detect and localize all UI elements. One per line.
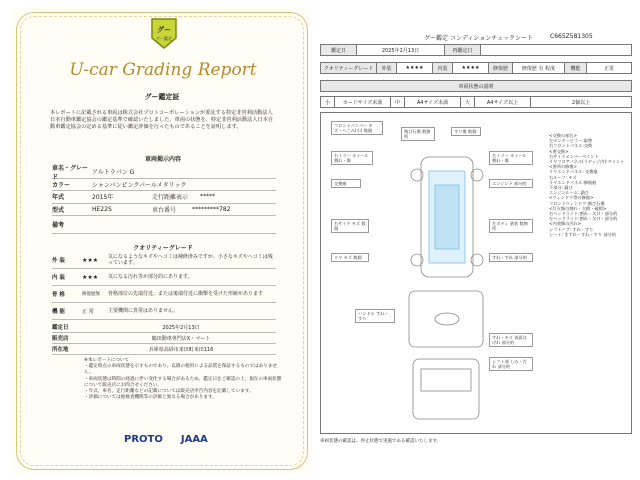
- year-label: 年式: [52, 194, 65, 202]
- quality-section-title: クオリティーグレード: [133, 245, 193, 252]
- report-title: U-car Grading Report: [69, 60, 257, 80]
- scale-bar: 小 カードサイズ未満 中 A4サイズ未満 大 A4サイズ以上 2個以上: [320, 96, 632, 108]
- svg-text:グー: グー: [157, 26, 171, 34]
- goo-badge-icon: [149, 16, 179, 50]
- sheet-code: C665Z581305: [550, 33, 593, 40]
- legend: <交換の部位> 左センターピラー:取替 右フロントパネル:交換 <要交換> 右サイドメンバーペイント リヤフロアパネル(ラゲッジ内):ペイント <要所の修復> リヤエンドパネル: 交換痕 右ルーフ: キズ リヤエンドパネル:修復痕 下部分: 錆び エンジンルーム: 錆び <ウィンドウ等の修復> フロントウィンドウ:飛び石傷 <灯火類の割れ・欠損・破損> 右ヘッドライト:割れ・欠け・部分的 左ヘッドライト:割れ・欠け・部分的 <内装類の汚れ> シフトノブ: すれ・すり シート: きずれ・すれ・すり 部分的: [549, 133, 625, 237]
- damage-label: 飛び石傷 数箇所: [401, 127, 435, 141]
- name-value: アルトラパン G: [92, 169, 135, 177]
- certificate-title: グー鑑定証: [144, 93, 180, 101]
- damage-label: ハンドル すれ・すり: [355, 309, 395, 323]
- section-title: 車両状態の説明: [320, 80, 632, 92]
- date-label: 鑑定日: [52, 325, 69, 331]
- svg-text:グー鑑定: グー鑑定: [156, 36, 172, 41]
- damage-label: 右ミラー ホイール割れ・傷: [331, 151, 373, 165]
- grade-row: 機 能 正 常 主要機関に異常はありません。: [52, 303, 276, 320]
- grade-table: [52, 252, 276, 320]
- color-value: シャンパンピンクパールメタリック: [92, 181, 187, 189]
- grade-row: 内 装 ★★★ 気になる汚れ等が部分的にあります。: [52, 269, 276, 286]
- damage-label: 交換痕: [331, 179, 361, 188]
- damage-label: シフト部 しみ・汚れ 部分的: [489, 357, 533, 371]
- addr-value: 兵庫県高砂市米田町米田116: [148, 346, 214, 353]
- chassis-value: *********782: [192, 205, 231, 213]
- damage-label: リヤ キズ 数個: [331, 253, 369, 262]
- damage-label: すれ・キズ 表面はげれ 部分的: [489, 333, 533, 347]
- damage-label: すれ・すれ 部分的: [489, 253, 533, 262]
- vehicle-table: [52, 166, 276, 234]
- sheet-title: グー鑑定 コンディションチェックシート: [424, 35, 534, 42]
- date-value: 2025年2月13日: [162, 324, 200, 331]
- model-value: HE22S: [92, 205, 112, 213]
- damage-label: 右サイド キズ 数個: [331, 219, 369, 233]
- logos: [124, 434, 208, 445]
- grade-row: 骨 格 修復歴無 骨格部位の先端付近、または後端付近に衝撃を受けた形跡があります: [52, 286, 276, 303]
- remarks-label: 備考: [52, 222, 65, 229]
- mileage-value: *****: [200, 193, 215, 201]
- grade-bar: クオリティーグレード 外装 ★★★★ 内装 ★★★★ 修復歴 修復歴 有 程度 機能 正常: [320, 62, 632, 74]
- vehicle-section-title: 車両掲示内容: [144, 156, 181, 163]
- damage-label: フロントバンパー キズ・へこみ(小) 数個: [331, 121, 383, 135]
- proto-logo: PROTO: [124, 434, 163, 445]
- jaaa-logo: JAAA: [180, 434, 208, 445]
- model-label: 型式: [52, 206, 65, 214]
- shop-value: 鶴田動車専門店X・マート: [151, 335, 211, 342]
- car-diagram: [320, 112, 632, 434]
- shop-table: [52, 322, 276, 355]
- grading-certificate: [12, 8, 312, 474]
- name-label: 車名・グレード: [52, 164, 89, 181]
- color-label: カラー: [52, 181, 71, 189]
- damage-label: 左ボディ 塗装 数箇所: [489, 219, 533, 233]
- addr-label: 所在地: [52, 347, 69, 353]
- damage-label: エンジン下 部分的: [489, 179, 533, 188]
- certificate-body: 本レポートに記載される車両は株式会社プロトコーポレーションが委託する特定非営利活動法人日本自動車鑑定協会の鑑定基準で確認いたしました。車両の状態を、特定非営利活動法人日本自動車鑑定協会の定める基準に従い鑑定評価を行ったものであることを証明します。: [50, 110, 274, 131]
- date-bar: 鑑定日 2025年2月13日 再鑑定日: [320, 44, 632, 56]
- condition-sheet: [320, 24, 632, 466]
- damage-label: すり傷 数個: [451, 127, 481, 136]
- damage-label: 左ミラー ホイール割れ・傷: [489, 151, 533, 165]
- shop-label: 販売店: [52, 336, 69, 342]
- year-value: 2015年: [92, 194, 114, 202]
- mileage-label: 走行距離表示: [152, 194, 189, 202]
- chassis-label: 車台番号: [152, 206, 177, 214]
- notes: ※本レポートについて ・鑑定時点の車両状態を示すものであり、以降の使用による品質を保証するものではありません。 ・車両状態は時間の経過に伴い変化する場合があるため、鑑定日をご確認の上、現在の車両状態について販売店にお問合せください。 ・年式、車名、走行距離などの記載については販売店申告内容を記載しています。 ・評価については他検査機関等の評価と異なる場合があります。: [84, 358, 282, 401]
- grade-row: 外 装 ★★★ 気になるようなキズやヘコミは補修済みですが、小さなキズやヘコミは残っています。: [52, 252, 276, 269]
- sheet-footer: 車両状態の確認は、停止状態で実施である確認いたします。: [320, 439, 442, 444]
